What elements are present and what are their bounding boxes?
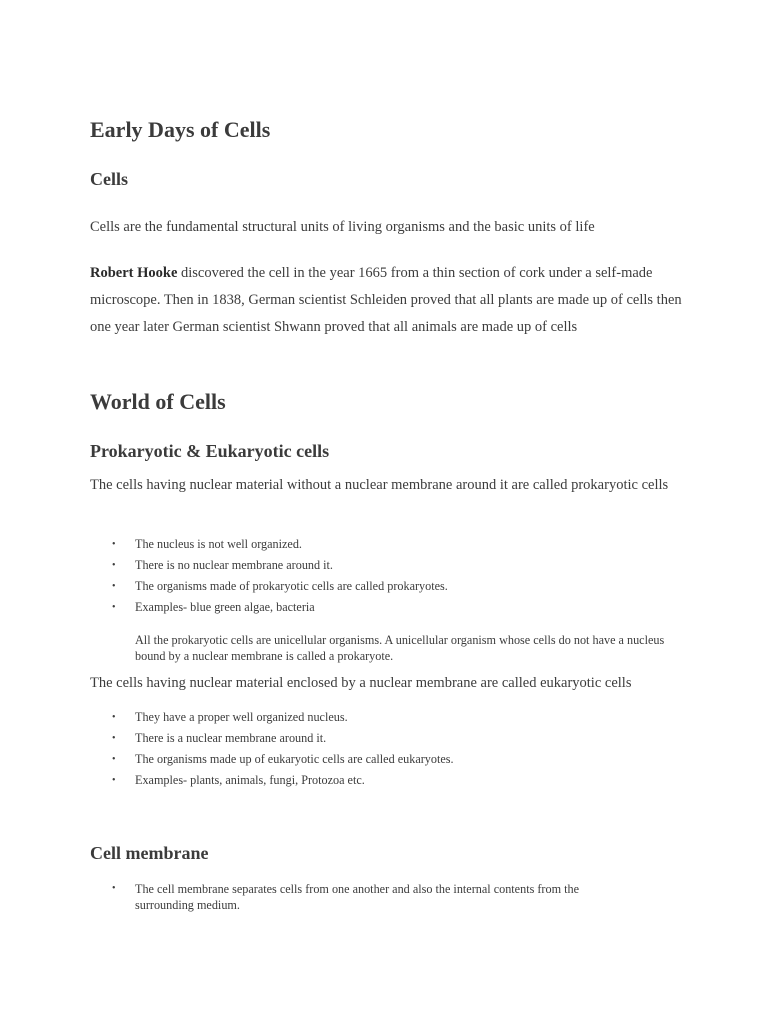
bullet-icon: • bbox=[112, 883, 116, 894]
list-item: • They have a proper well organized nucleus. bbox=[90, 707, 690, 728]
list-item: • There is no nuclear membrane around it. bbox=[90, 555, 690, 576]
bullet-icon: • bbox=[112, 581, 116, 592]
list-item: • The nucleus is not well organized. bbox=[90, 534, 690, 555]
section-title-world-of-cells: World of Cells bbox=[90, 389, 226, 414]
eukaryotic-intro-paragraph: The cells having nuclear material enclosed by a nuclear membrane are called eukaryotic cells bbox=[90, 675, 632, 691]
bullet-icon: • bbox=[112, 712, 116, 723]
section-subtitle-cells: Cells bbox=[90, 169, 128, 189]
eukaryotic-points-list bbox=[90, 707, 690, 791]
bullet-icon: • bbox=[112, 775, 116, 786]
section-subtitle-cell-membrane: Cell membrane bbox=[90, 843, 209, 863]
list-item: • The organisms made up of eukaryotic cells are called eukaryotes. bbox=[90, 749, 690, 770]
prokaryotic-points-list bbox=[90, 534, 690, 618]
list-item: • The cell membrane separates cells from one another and also the internal contents from the surrounding medium. bbox=[112, 882, 579, 912]
cells-definition-paragraph: Cells are the fundamental structural units of living organisms and the basic units of life bbox=[90, 219, 595, 235]
prokaryotic-intro-paragraph: The cells having nuclear material without a nuclear membrane around it are called prokaryotic cells bbox=[90, 477, 669, 493]
section-subtitle-prokaryotic-eukaryotic: Prokaryotic & Eukaryotic cells bbox=[90, 441, 330, 461]
section-title-early-days: Early Days of Cells bbox=[90, 117, 271, 142]
bullet-icon: • bbox=[112, 733, 116, 744]
bullet-icon: • bbox=[112, 754, 116, 765]
bullet-icon: • bbox=[112, 560, 116, 571]
bullet-icon: • bbox=[112, 602, 116, 613]
list-item: • Examples- plants, animals, fungi, Protozoa etc. bbox=[90, 770, 690, 791]
bullet-icon: • bbox=[112, 539, 116, 550]
cell-history-text: discovered the cell in the year 1665 from a thin section of cork under a self-made microscope. Then in 1838, German scientist Schleiden proved that all plants are made up of cells then one year later German scientist Shwann proved that all animals are made up of cells bbox=[90, 265, 682, 335]
cell-history-paragraph bbox=[90, 260, 690, 341]
prokaryotic-note-paragraph: All the prokaryotic cells are unicellular organisms. A unicellular organism whose cells do not have a nucleus bound by a nuclear membrane is called a prokaryote. bbox=[135, 633, 665, 663]
list-item: • Examples- blue green algae, bacteria bbox=[90, 597, 690, 618]
cell-membrane-points-list bbox=[90, 881, 630, 913]
robert-hooke-name: Robert Hooke bbox=[90, 265, 178, 281]
list-item: • The organisms made of prokaryotic cells are called prokaryotes. bbox=[90, 576, 690, 597]
list-item: • There is a nuclear membrane around it. bbox=[90, 728, 690, 749]
